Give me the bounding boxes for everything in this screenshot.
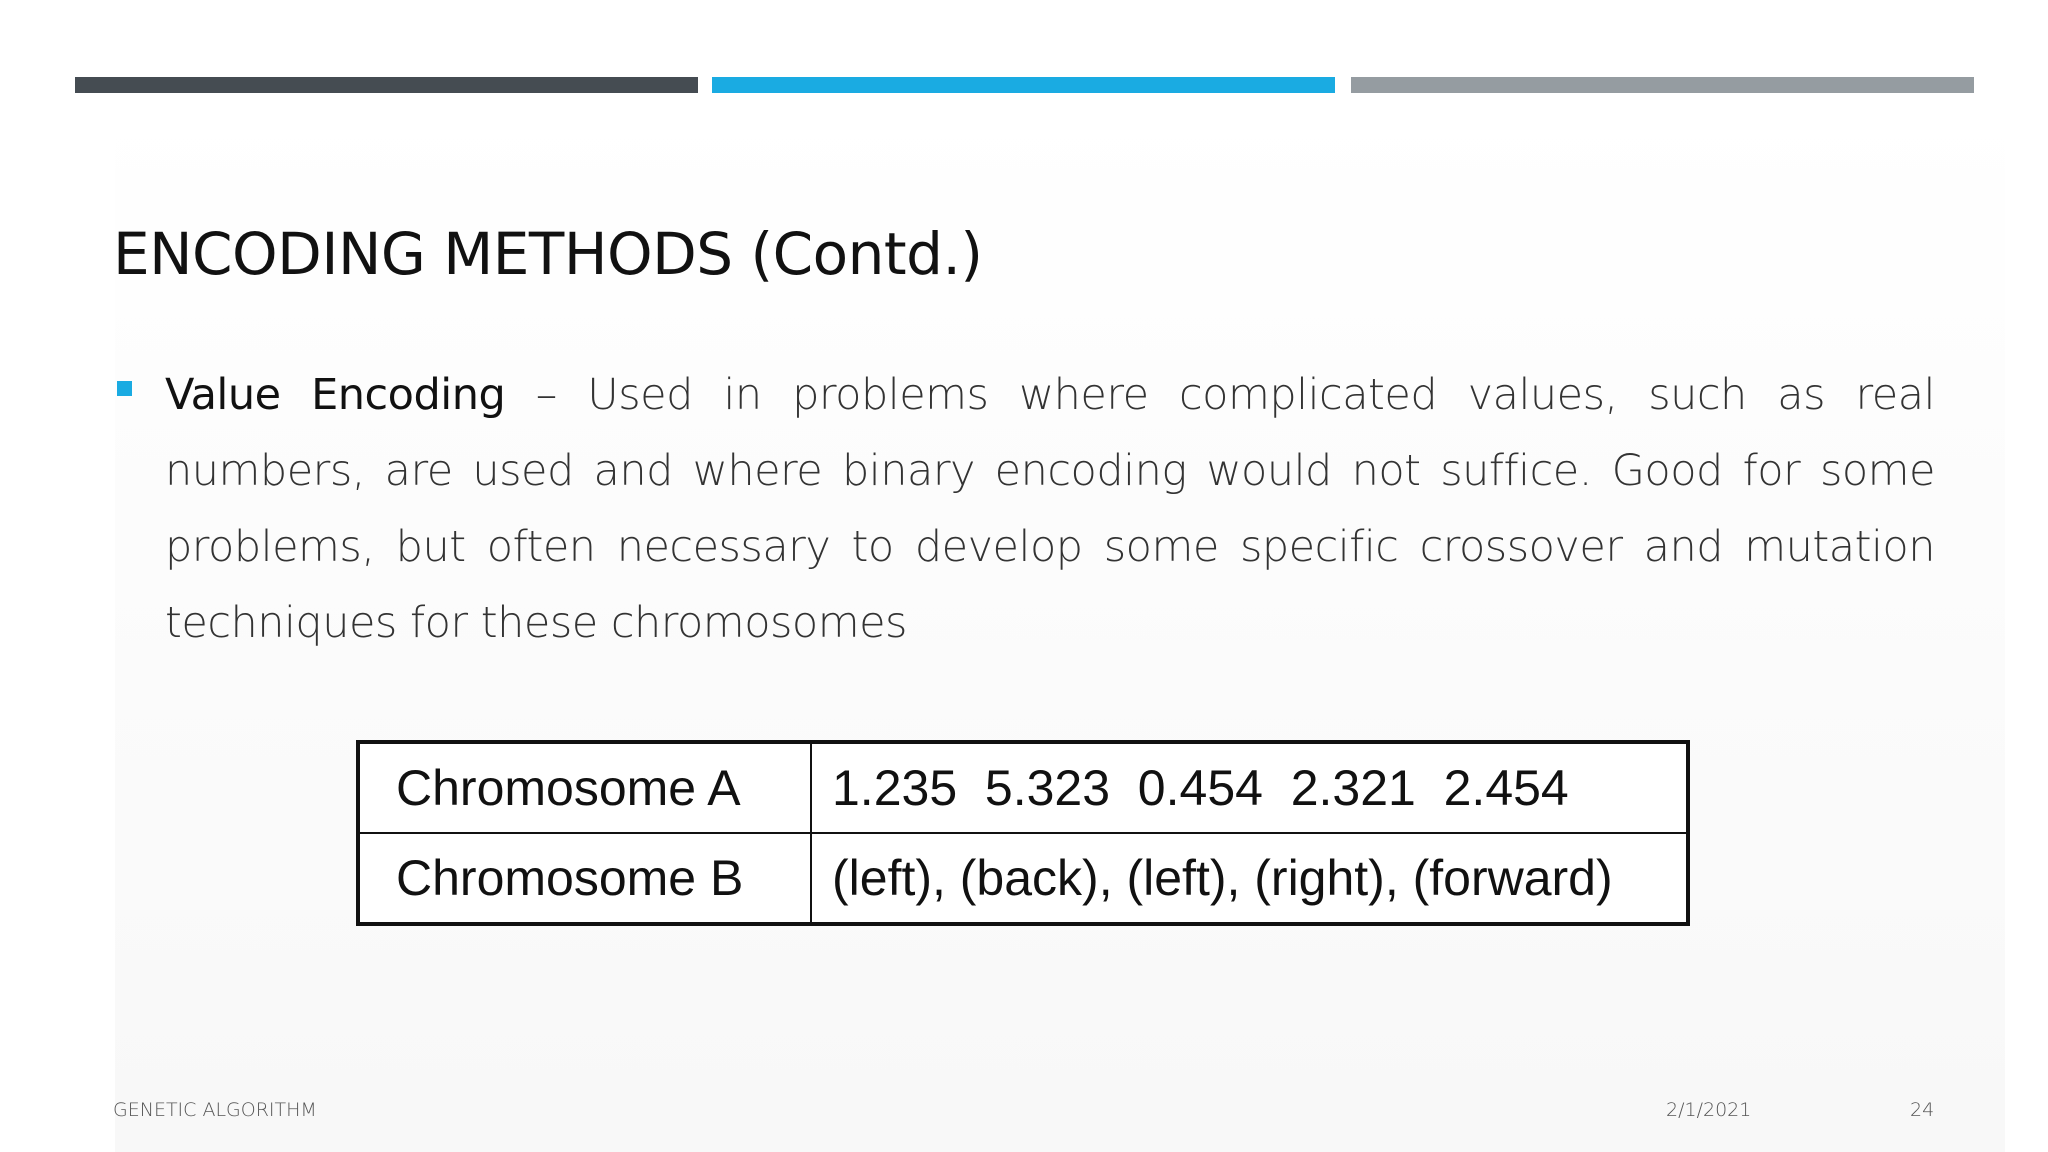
accent-bar-gray — [1351, 77, 1974, 93]
table-cell-value: 1.235 5.323 0.454 2.321 2.454 — [811, 742, 1688, 833]
table-cell-label: Chromosome B — [358, 833, 811, 924]
bullet-term: Value Encoding — [165, 370, 506, 420]
bullet-description: – Used in problems where complicated values, such as real numbers, are used and where binary encoding would not suffice. Good for some problems, but often necessary to develop some specific crossover and mutation techniques for these chromosomes — [165, 370, 1935, 648]
chromosome-table — [356, 740, 1690, 926]
accent-bar-dark — [75, 77, 698, 93]
table-row — [358, 742, 1688, 833]
footer-page-number: 24 — [1910, 1099, 1935, 1121]
table-row — [358, 833, 1688, 924]
table-cell-label: Chromosome A — [358, 742, 811, 833]
bullet-square-icon — [117, 381, 132, 396]
footer-date: 2/1/2021 — [1666, 1099, 1752, 1121]
accent-bar-blue — [712, 77, 1335, 93]
slide-title: ENCODING METHODS (Contd.) — [113, 220, 983, 288]
table-cell-value: (left), (back), (left), (right), (forward) — [811, 833, 1688, 924]
footer-title: GENETIC ALGORITHM — [113, 1099, 317, 1121]
bullet-paragraph — [165, 357, 1935, 661]
